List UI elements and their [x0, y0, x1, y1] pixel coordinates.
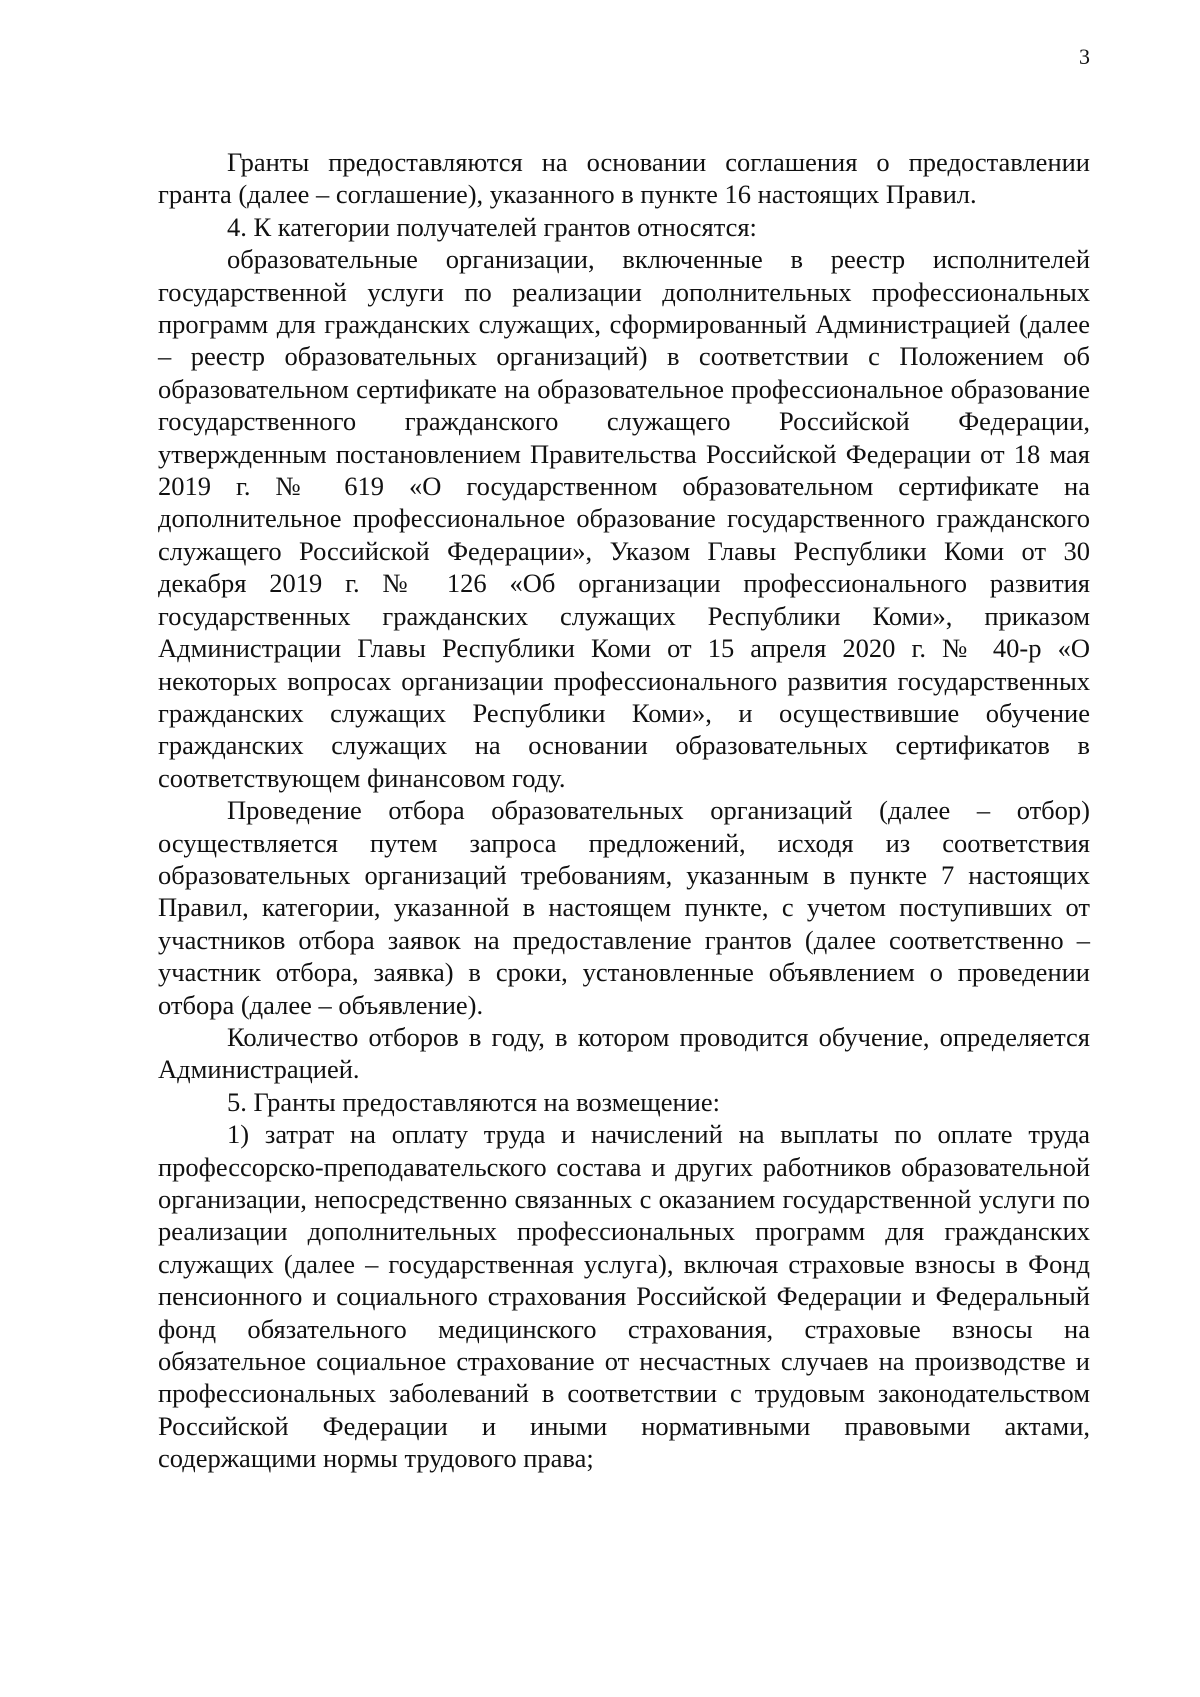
- paragraph-recipient-category: образовательные организации, включенные в реестр исполнителей государственной услуги по реализации дополнительных профессиональных программ для гражданских служащих, сформированный Администрацией (далее – реестр образовательных организаций) в соответствии с Положением об образовательном сертификате на образовательное профессиональное образование государственного гражданского служащего Российской Федерации, утвержденным постановлением Правительства Российской Федерации от 18 мая 2019 г. № 619 «О государственном образовательном сертификате на дополнительное профессиональное образование государственного гражданского служащего Российской Федерации», Указом Главы Республики Коми от 30 декабря 2019 г. № 126 «Об организации профессионального развития государственных гражданских служащих Республики Коми», приказом Администрации Главы Республики Коми от 15 апреля 2020 г. № 40-р «О некоторых вопросах организации профессионального развития государственных гражданских служащих Республики Коми», и осуществившие обучение гражданских служащих на основании образовательных сертификатов в соответствующем финансовом году.: [158, 244, 1090, 793]
- paragraph-selection-count: Количество отборов в году, в котором проводится обучение, определяется Администрацией.: [158, 1021, 1090, 1085]
- document-body: [158, 146, 1090, 1475]
- paragraph-grants-agreement: Гранты предоставляются на основании соглашения о предоставлении гранта (далее – соглашение), указанного в пункте 16 настоящих Правил.: [158, 147, 1090, 210]
- paragraph-item-1-labor-costs: 1) затрат на оплату труда и начислений на выплаты по оплате труда профессорско-преподавательского состава и других работников образовательной организации, непосредственно связанных с оказанием государственной услуги по реализации дополнительных профессиональных программ для гражданских служащих (далее – государственная услуга), включая страховые взносы в Фонд пенсионного и социального страхования Российской Федерации и Федеральный фонд обязательного медицинского страхования, страховые взносы на обязательное социальное страхование от несчастных случаев на производстве и профессиональных заболеваний в соответствии с трудовым законодательством Российской Федерации и иными нормативными правовыми актами, содержащими нормы трудового права;: [158, 1119, 1090, 1474]
- paragraph-section-4-heading: 4. К категории получателей грантов относятся:: [227, 211, 757, 242]
- paragraph-section-5-heading: 5. Гранты предоставляются на возмещение:: [227, 1086, 720, 1117]
- page-number: 3: [1079, 44, 1090, 69]
- paragraph-selection-procedure: Проведение отбора образовательных организаций (далее – отбор) осуществляется путем запроса предложений, исходя из соответствия образовательных организаций требованиям, указанным в пункте 7 настоящих Правил, категории, указанной в настоящем пункте, с учетом поступивших от участников отбора заявок на предоставление грантов (далее соответственно – участник отбора, заявка) в сроки, установленные объявлением о проведении отбора (далее – объявление).: [158, 795, 1090, 1020]
